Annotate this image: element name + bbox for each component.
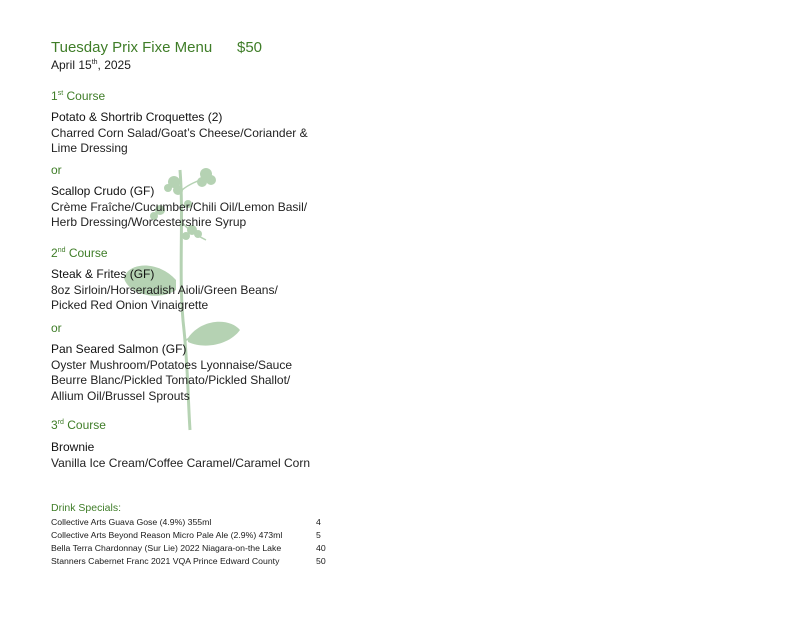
dish-desc-line: Picked Red Onion Vinaigrette <box>51 298 209 312</box>
drink-name: Collective Arts Guava Gose (4.9%) 355ml <box>51 517 212 527</box>
dish-desc-line: Lime Dressing <box>51 141 128 155</box>
drink-price: 5 <box>316 530 321 540</box>
dish-pan-seared-salmon <box>51 342 292 404</box>
course-heading-3: 3rd Course <box>51 418 106 432</box>
date-sup: th <box>91 59 98 66</box>
drink-row <box>51 543 341 555</box>
dish-brownie <box>51 440 310 471</box>
drink-price: 4 <box>316 517 321 527</box>
dish-desc-line: Oyster Mushroom/Potatoes Lyonnaise/Sauce <box>51 357 293 372</box>
drink-name: Collective Arts Beyond Reason Micro Pale Ale (2.9%) 473ml <box>51 530 283 540</box>
menu-title: Tuesday Prix Fixe Menu <box>51 39 213 56</box>
drink-price: 40 <box>316 543 326 553</box>
drink-row <box>51 517 341 529</box>
course-heading-1: 1st Course <box>51 89 106 103</box>
dish-name: Scallop Crudo (GF) <box>51 184 155 198</box>
date-suffix: , 2025 <box>97 58 131 72</box>
dish-desc-line: Charred Corn Salad/Goat’s Cheese/Coriander & <box>51 125 308 140</box>
dish-name: Potato & Shortrib Croquettes (2) <box>51 110 223 124</box>
dish-desc-line: Crème Fraîche/Cucumber/Chili Oil/Lemon Basil/ <box>51 199 308 214</box>
menu-price: $50 <box>237 39 263 56</box>
dish-name: Brownie <box>51 440 95 454</box>
or-separator: or <box>51 163 62 177</box>
dish-desc-line: 8oz Sirloin/Horseradish Aioli/Green Beans/ <box>51 282 278 297</box>
drink-price: 50 <box>316 556 326 566</box>
drink-row <box>51 530 341 542</box>
dish-steak-frites <box>51 267 278 314</box>
date-prefix: April 15 <box>51 58 92 72</box>
course-heading-2: 2nd Course <box>51 246 108 260</box>
dish-scallop-crudo <box>51 184 307 231</box>
dish-desc-line: Vanilla Ice Cream/Coffee Caramel/Caramel Corn <box>51 455 310 470</box>
menu-date <box>51 58 131 72</box>
dish-croquettes <box>51 110 308 157</box>
drink-name: Bella Terra Chardonnay (Sur Lie) 2022 Niagara-on-the Lake <box>51 543 282 553</box>
drink-row <box>51 556 341 568</box>
dish-desc-line: Allium Oil/Brussel Sprouts <box>51 388 190 403</box>
dish-name: Steak & Frites (GF) <box>51 267 155 281</box>
dish-desc-line: Beurre Blanc/Pickled Tomato/Pickled Shallot/ <box>51 373 291 387</box>
dish-desc-line: Herb Dressing/Worcestershire Syrup <box>51 215 247 229</box>
or-separator: or <box>51 321 62 335</box>
drink-name: Stanners Cabernet Franc 2021 VQA Prince Edward County <box>51 556 280 566</box>
drink-specials-heading: Drink Specials: <box>51 502 122 514</box>
dish-name: Pan Seared Salmon (GF) <box>51 342 187 356</box>
